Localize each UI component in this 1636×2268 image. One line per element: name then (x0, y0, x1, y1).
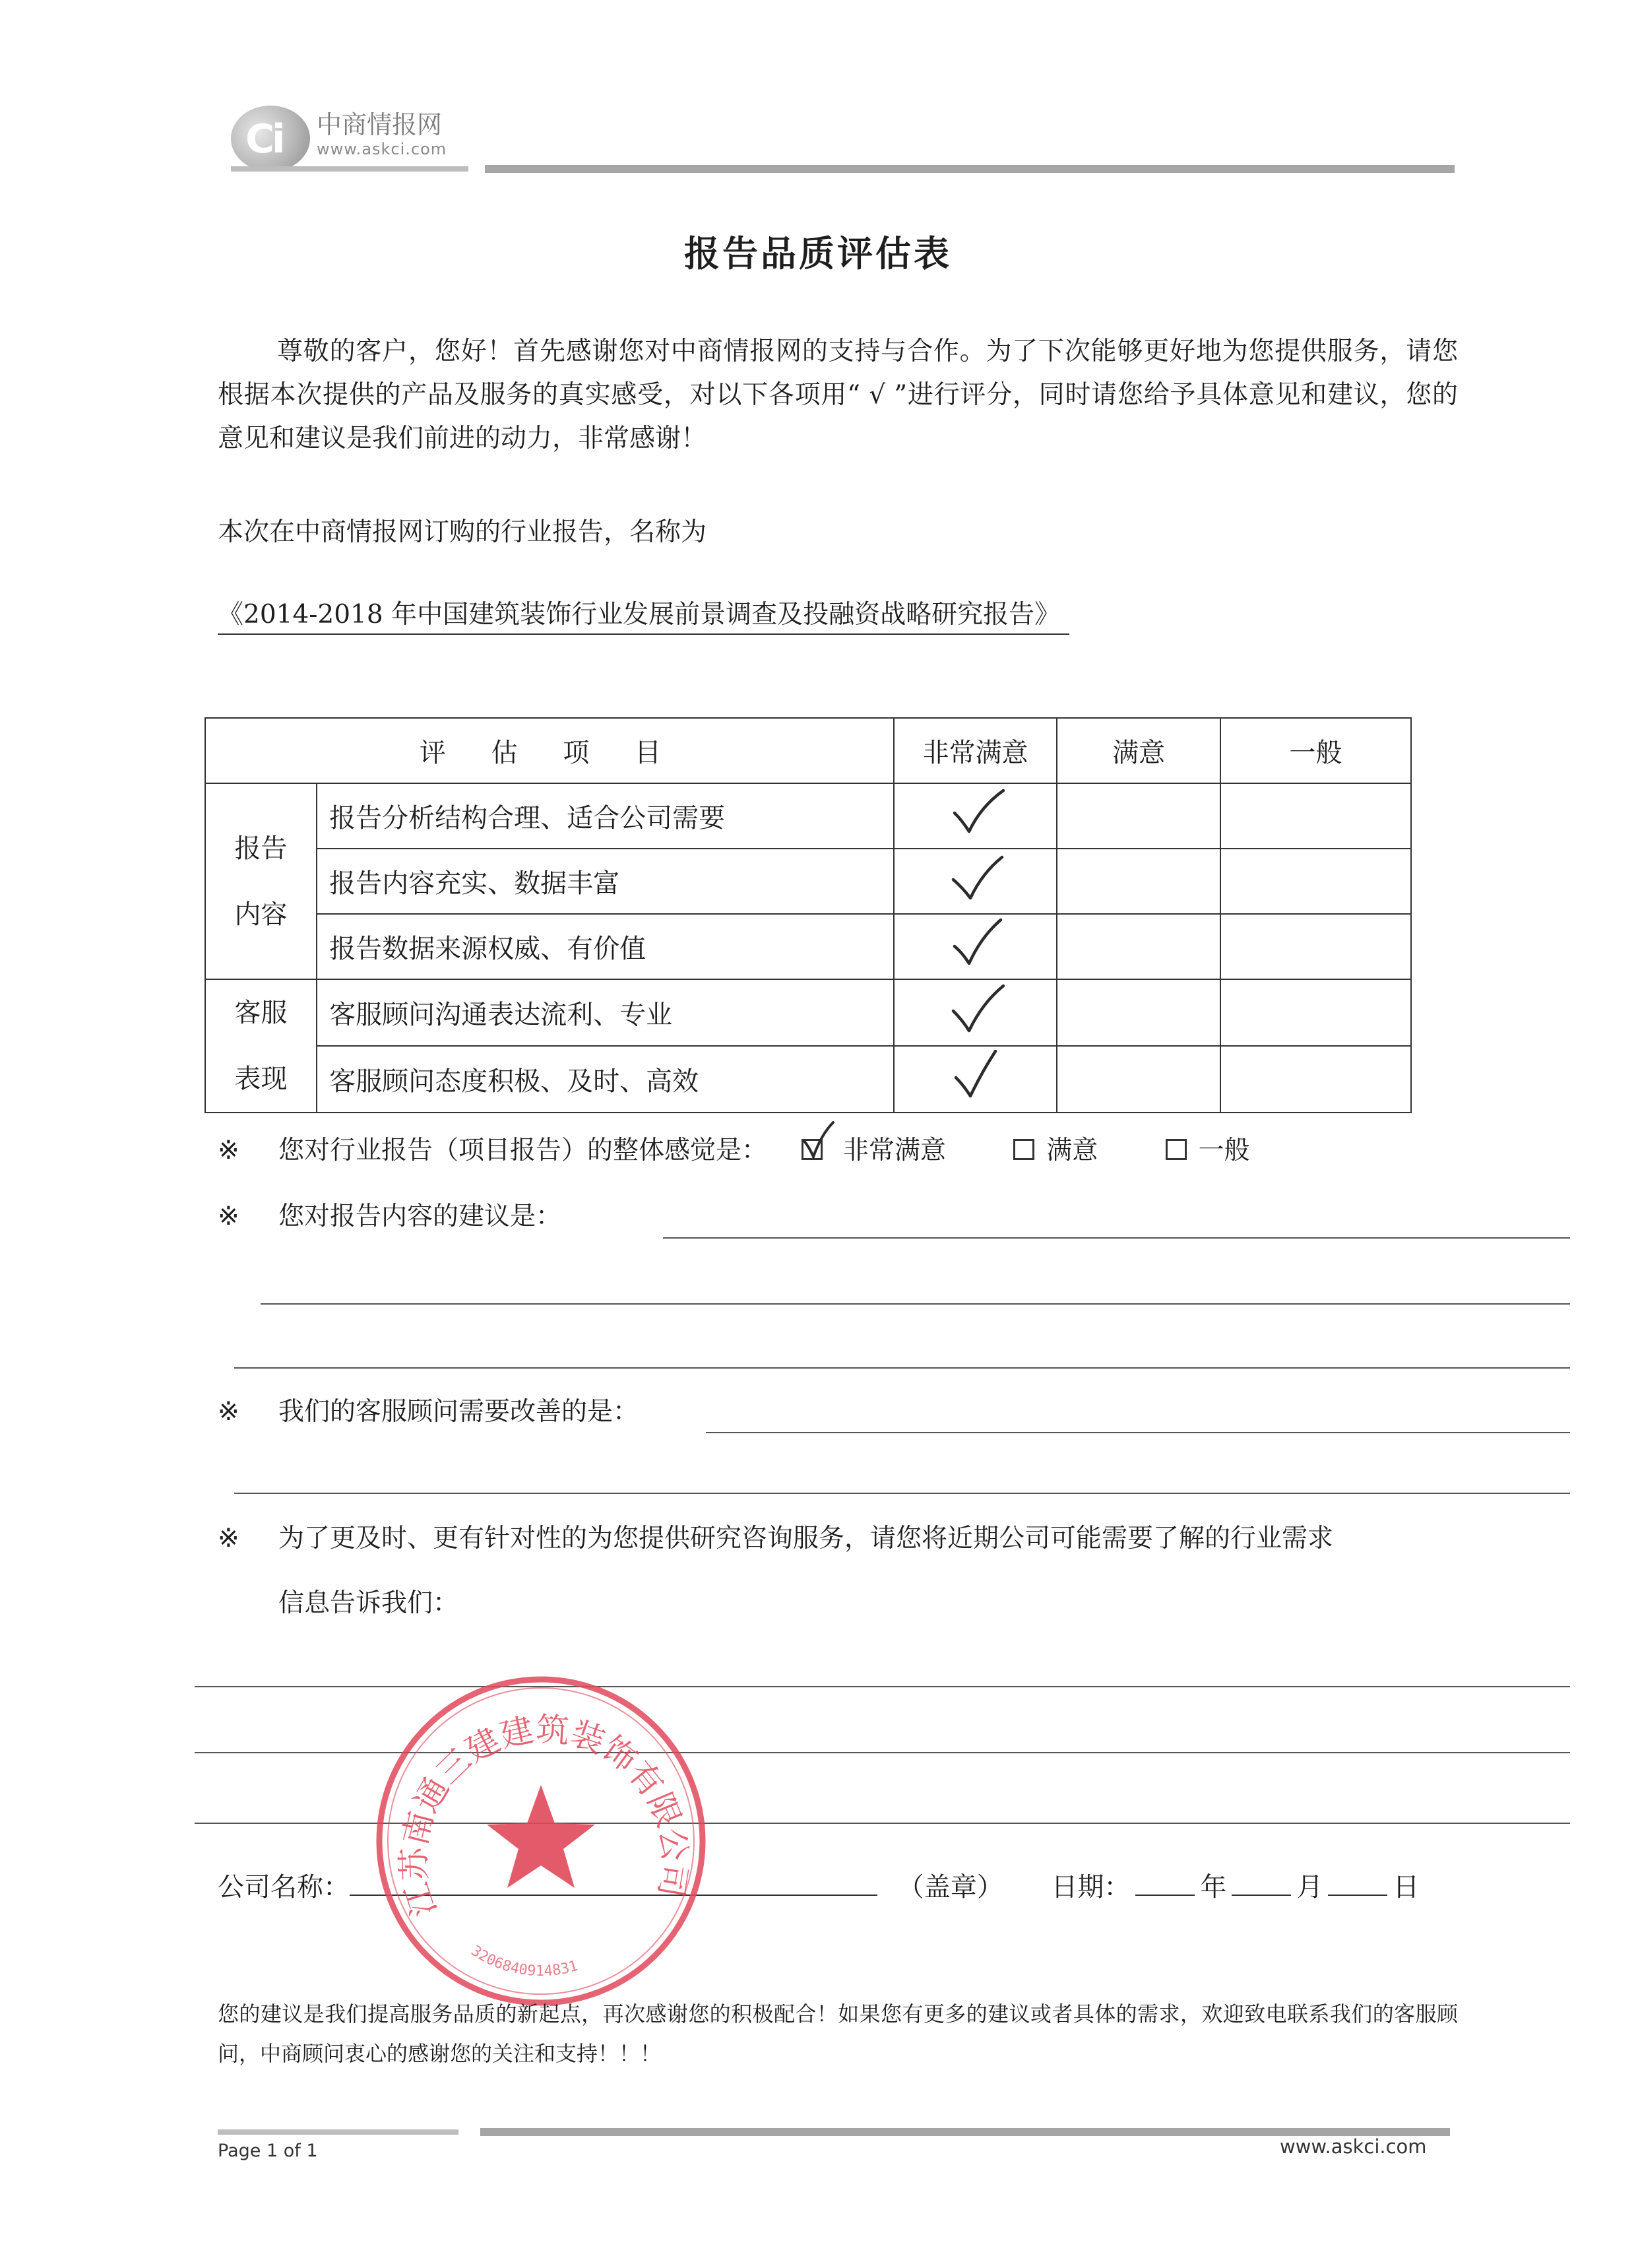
brand-url: www.askci.com (317, 140, 447, 158)
answer-line[interactable] (706, 1432, 1570, 1433)
check-mark-icon (798, 1121, 837, 1161)
service-improvement-question: ※ 我们的客服顾问需要改善的是： (218, 1397, 639, 1427)
rating-cell-satisfied[interactable] (1057, 979, 1220, 1046)
rating-cell-average[interactable] (1220, 914, 1411, 979)
day-field[interactable] (1328, 1876, 1387, 1896)
option-average[interactable]: 一般 (1166, 1136, 1250, 1165)
overall-question-row (218, 1130, 1250, 1167)
header-rule-long (485, 165, 1455, 173)
seal-number: 3206840914831 (468, 1943, 580, 1980)
header-item: 评 估 项 目 (205, 718, 894, 783)
month-field[interactable] (1232, 1876, 1291, 1896)
rating-cell-very-satisfied[interactable] (894, 783, 1057, 849)
industry-needs-question-cont: 信息告诉我们： (278, 1588, 459, 1618)
header-very-satisfied: 非常满意 (894, 718, 1057, 783)
check-mark-icon (943, 917, 1009, 970)
order-label: 本次在中商情报网订购的行业报告，名称为 (218, 517, 707, 547)
rating-cell-very-satisfied[interactable] (894, 979, 1057, 1046)
rating-cell-satisfied[interactable] (1057, 914, 1220, 979)
intro-paragraph: 尊敬的客户，您好！首先感谢您对中商情报网的支持与合作。为了下次能够更好地为您提供服务，请您根据本次提供的产品及服务的真实感受，对以下各项用“ √ ”进行评分，同时请您给予具体意见和建议，您的意见和建议是我们前进的动力，非常感谢！ (218, 337, 1458, 453)
answer-line[interactable] (234, 1367, 1570, 1369)
category-report-content: 报告 内容 (205, 783, 317, 979)
content-suggestion-question: ※ 您对报告内容的建议是： (218, 1202, 562, 1231)
company-seal (369, 1669, 712, 2013)
reference-mark: ※ (218, 1136, 239, 1165)
overall-question: 您对行业报告（项目报告）的整体感觉是： (278, 1136, 768, 1165)
evaluation-table (204, 717, 1412, 1113)
rating-cell-average[interactable] (1220, 979, 1411, 1046)
row-item: 报告分析结构合理、适合公司需要 (317, 783, 894, 849)
header-rule-short (231, 166, 468, 172)
brand-name: 中商情报网 (317, 110, 443, 139)
table-row (205, 914, 1411, 979)
rating-cell-average[interactable] (1220, 849, 1411, 914)
answer-line[interactable] (663, 1237, 1570, 1239)
checkbox[interactable] (1166, 1139, 1187, 1160)
table-row (205, 979, 1411, 1046)
report-name: 《2014-2018 年中国建筑装饰行业发展前景调查及投融资战略研究报告》 (218, 594, 1069, 635)
page-number: Page 1 of 1 (218, 2141, 318, 2161)
row-item: 客服顾问沟通表达流利、专业 (317, 979, 894, 1046)
footer-message: 您的建议是我们提高服务品质的新起点，再次感谢您的积极配合！如果您有更多的建议或者具体的需求，欢迎致电联系我们的客服顾问，中商顾问衷心的感谢您的关注和支持！！！ (218, 2001, 1458, 2066)
check-mark-icon (943, 787, 1009, 839)
company-label: 公司名称： (218, 1872, 350, 1902)
logo-mark: Ci (245, 116, 283, 162)
check-mark-icon (943, 983, 1009, 1036)
month-label: 月 (1296, 1872, 1323, 1902)
seal-text: 江苏南通三建建筑装饰有限公司 (394, 1710, 695, 1922)
category-service: 客服 表现 (205, 979, 317, 1113)
rating-cell-very-satisfied[interactable] (894, 1046, 1057, 1113)
seal-label: （盖章） (897, 1872, 1003, 1902)
row-item: 报告数据来源权威、有价值 (317, 914, 894, 979)
row-item: 报告内容充实、数据丰富 (317, 849, 894, 914)
rating-cell-average[interactable] (1220, 1046, 1411, 1113)
table-row (205, 1046, 1411, 1113)
header-satisfied: 满意 (1057, 718, 1220, 783)
checkbox[interactable] (1013, 1139, 1034, 1160)
day-label: 日 (1393, 1872, 1420, 1902)
table-row (205, 849, 1411, 914)
header-average: 一般 (1220, 718, 1411, 783)
rating-cell-satisfied[interactable] (1057, 1046, 1220, 1113)
rating-cell-satisfied[interactable] (1057, 849, 1220, 914)
year-label: 年 (1200, 1872, 1227, 1902)
footer-url: www.askci.com (1280, 2135, 1427, 2158)
year-field[interactable] (1135, 1876, 1195, 1896)
option-satisfied[interactable]: 满意 (1013, 1136, 1098, 1165)
table-header-row (205, 718, 1411, 783)
table-row (205, 783, 1411, 849)
check-mark-icon (943, 1050, 1009, 1103)
rating-cell-very-satisfied[interactable] (894, 849, 1057, 914)
document-title: 报告品质评估表 (684, 232, 952, 275)
option-very-satisfied[interactable]: 非常满意 (802, 1136, 954, 1165)
footer-rule-short (218, 2129, 458, 2135)
rating-cell-satisfied[interactable] (1057, 783, 1220, 849)
rating-cell-very-satisfied[interactable] (894, 914, 1057, 979)
check-mark-icon (943, 852, 1009, 905)
answer-line[interactable] (261, 1303, 1570, 1305)
industry-needs-question: ※ 为了更及时、更有针对性的为您提供研究咨询服务，请您将近期公司可能需要了解的行业需求 (218, 1524, 1334, 1553)
date-label: 日期： (1051, 1872, 1131, 1902)
row-item: 客服顾问态度积极、及时、高效 (317, 1046, 894, 1113)
answer-line[interactable] (234, 1493, 1570, 1494)
rating-cell-average[interactable] (1220, 783, 1411, 849)
